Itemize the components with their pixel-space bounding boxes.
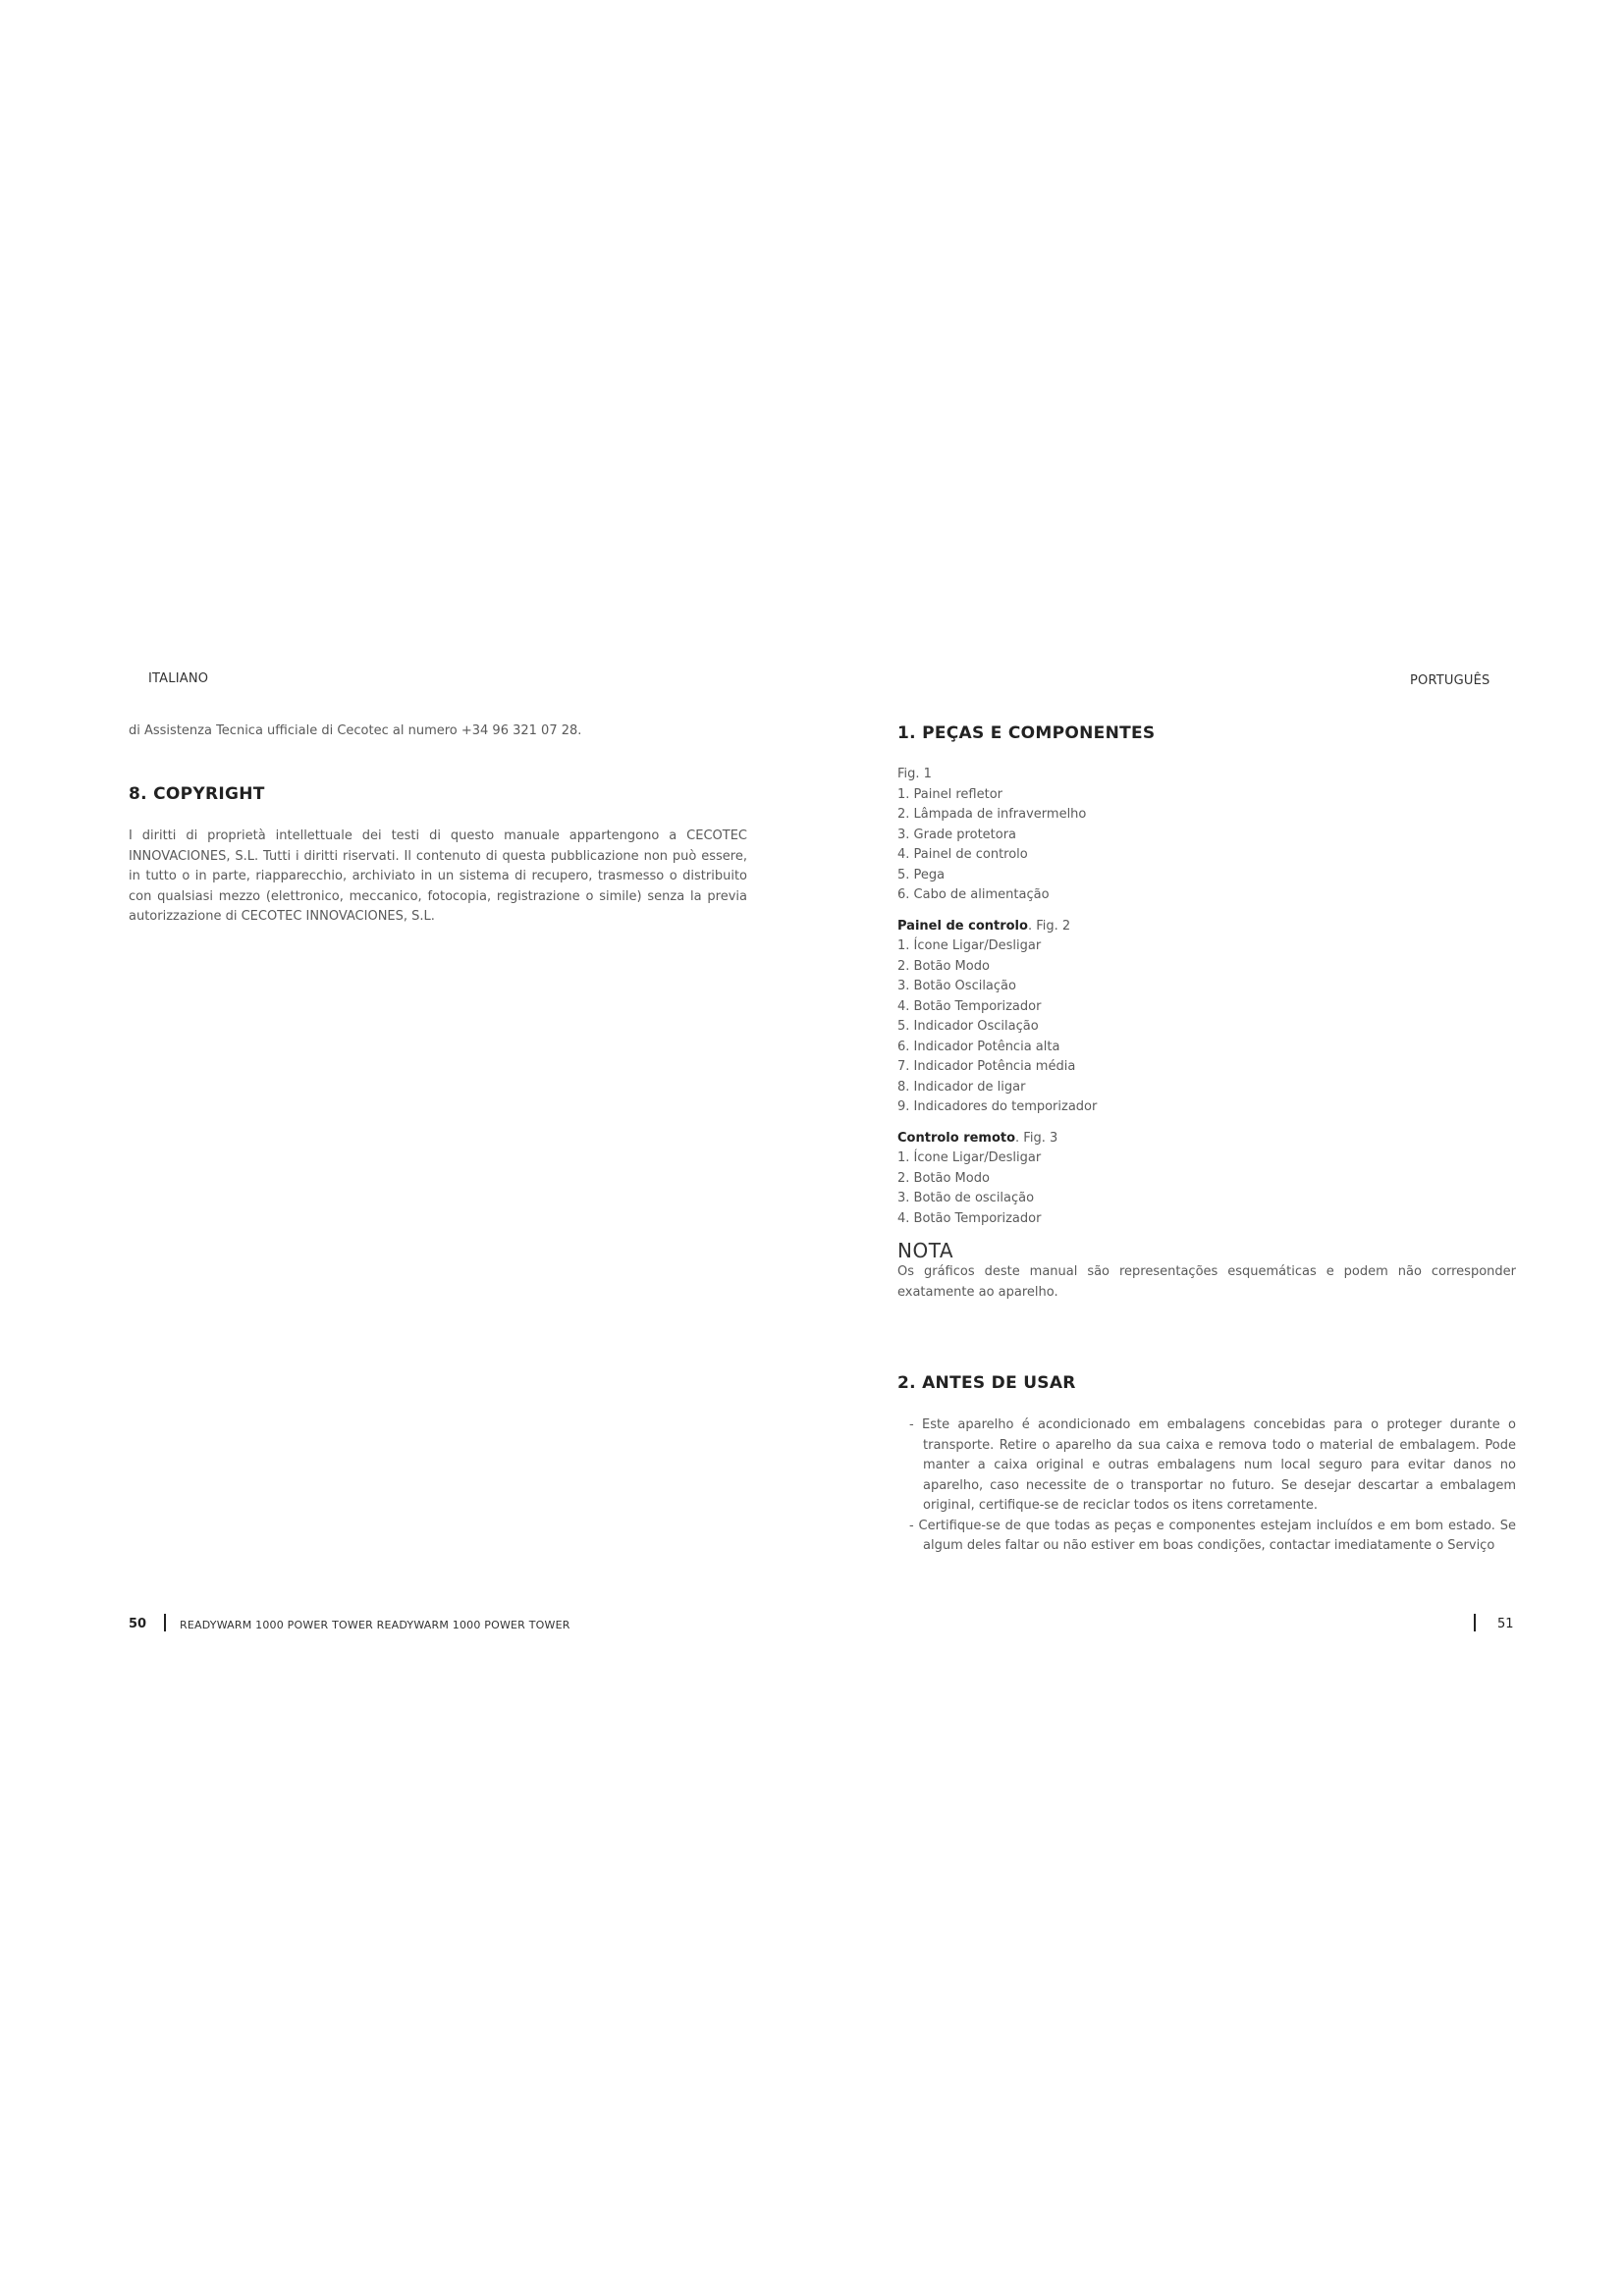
components-section-title: 1. PEÇAS E COMPONENTES [897, 723, 1156, 743]
right-page-number: 51 [1497, 1617, 1514, 1631]
remote-control-fig: . Fig. 3 [1015, 1130, 1058, 1146]
list-item: 7. Indicador Potência média [897, 1059, 1076, 1074]
copyright-section-title: 8. COPYRIGHT [129, 784, 265, 804]
list-item: 6. Cabo de alimentação [897, 887, 1050, 902]
list-item: - Este aparelho é acondicionado em embalagens concebidas para o proteger durante o transporte. Retire o aparelho da sua caixa e remova todo o material de embalagem. Pode manter a caixa original e outras embalagens num local seguro para evitar danos no aparelho, caso necessite de o transportar no futuro. Se desejar descartar a embalagem original, certifique-se de reciclar todos os itens corretamente. [909, 1417, 1516, 1513]
list-item: 2. Lâmpada de infravermelho [897, 807, 1087, 822]
list-item: 1. Ícone Ligar/Desligar [897, 938, 1042, 953]
list-item: - Certifique-se de que todas as peças e componentes estejam incluídos e em bom estado. Se algum deles faltar ou não estiver em boas condições, contactar imediatamente o Serviço [909, 1518, 1516, 1553]
nota-text: Os gráficos deste manual são representações esquemáticas e podem não corresponder exatamente ao aparelho. [897, 1264, 1516, 1300]
control-panel-title: Painel de controlo [897, 918, 1028, 934]
before-use-list [897, 1415, 1516, 1557]
remote-control-heading [897, 1129, 1516, 1149]
list-item: 4. Botão Temporizador [897, 998, 1042, 1014]
remote-control-list [897, 1148, 1516, 1229]
list-item: 4. Botão Temporizador [897, 1210, 1042, 1226]
list-item: 3. Grade protetora [897, 827, 1017, 842]
right-language-label: PORTUGUÊS [1410, 673, 1490, 688]
left-footer-divider [164, 1614, 166, 1631]
list-item: 3. Botão de oscilação [897, 1191, 1035, 1205]
fig1-label: Fig. 1 [897, 767, 932, 781]
left-page-number: 50 [129, 1617, 147, 1631]
list-item: 2. Botão Modo [897, 958, 990, 974]
control-panel-fig: . Fig. 2 [1027, 918, 1071, 934]
before-use-section-title: 2. ANTES DE USAR [897, 1373, 1076, 1393]
remote-control-title: Controlo remoto [897, 1130, 1016, 1146]
list-item: 5. Pega [897, 867, 946, 882]
right-footer-divider [1474, 1614, 1476, 1631]
left-language-label: ITALIANO [148, 671, 209, 686]
fig1-parts-list [897, 785, 1516, 906]
list-item: 3. Botão Oscilação [897, 979, 1016, 993]
copyright-paragraph: I diritti di proprietà intellettuale dei testi di questo manuale appartengono a CECOTEC INNOVACIONES, S.L. Tutti i diritti riservati. Il contenuto di questa pubblicazione non può essere, in tutto o in parte, riapparecchio, archiviato in un sistema di recupero, trasmesso o distribuito con qualsiasi mezzo (elettronico, meccanico, fotocopia, registrazione o simile) senza la previa autorizzazione di CECOTEC INNOVACIONES, S.L. [129, 828, 747, 924]
control-panel-heading [897, 917, 1516, 937]
list-item: 2. Botão Modo [897, 1170, 990, 1186]
control-panel-list [897, 936, 1516, 1118]
list-item: 1. Painel refletor [897, 786, 1002, 802]
list-item: 1. Ícone Ligar/Desligar [897, 1150, 1042, 1165]
list-item: 6. Indicador Potência alta [897, 1039, 1060, 1054]
list-item: 4. Painel de controlo [897, 847, 1028, 862]
left-intro-line: di Assistenza Tecnica ufficiale di Cecotec al numero +34 96 321 07 28. [129, 723, 582, 738]
components-block [897, 765, 1516, 1303]
nota-title: NOTA [897, 1239, 954, 1262]
left-footer-product-name: READYWARM 1000 POWER TOWER READYWARM 1000 POWER TOWER [180, 1619, 570, 1631]
list-item: 9. Indicadores do temporizador [897, 1099, 1098, 1114]
list-item: 5. Indicador Oscilação [897, 1019, 1039, 1034]
list-item: 8. Indicador de ligar [897, 1079, 1026, 1095]
